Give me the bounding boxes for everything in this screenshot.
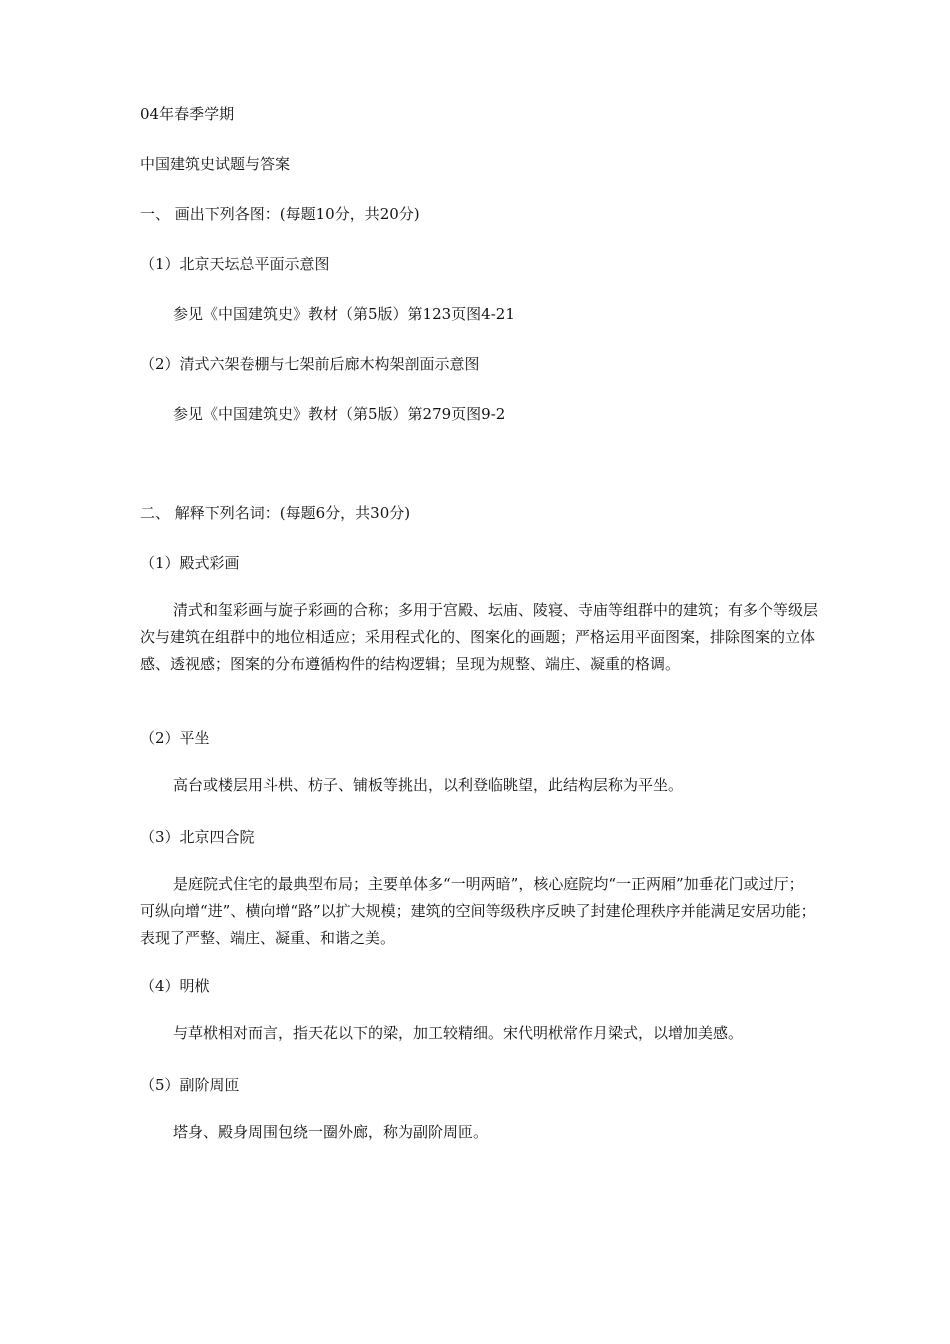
- term-heading: （1）殿式彩画: [140, 554, 240, 572]
- term-heading: （4）明栿: [140, 977, 210, 995]
- term-label: 04年春季学期: [140, 105, 235, 123]
- term-definition: 与草栿相对而言，指天花以下的梁，加工较精细。宋代明栿常作月梁式，以增加美感。: [173, 1024, 744, 1042]
- term-heading: （2）平坐: [140, 729, 210, 747]
- term-heading: （3）北京四合院: [140, 828, 255, 846]
- answer-text: 参见《中国建筑史》教材（第5版）第279页图9-2: [173, 405, 506, 423]
- term-definition: 清式和玺彩画与旋子彩画的合称；多用于宫殿、坛庙、陵寝、寺庙等组群中的建筑；有多个等级层次与建筑在组群中的地位相适应；采用程式化的、图案化的画题；严格运用平面图案，排除图案的立体感、透视感；图案的分布遵循构件的结构逻辑；呈现为规整、端庄、凝重的格调。: [140, 601, 819, 673]
- term-heading: （5）副阶周匝: [140, 1076, 240, 1094]
- section-heading-drawings: 一、 画出下列各图：(每题10分，共20分): [140, 205, 420, 223]
- document-title: 中国建筑史试题与答案: [140, 155, 291, 173]
- question-label: （1）北京天坛总平面示意图: [140, 255, 330, 273]
- term-definition: 高台或楼层用斗栱、枋子、铺板等挑出，以利登临眺望，此结构层称为平坐。: [173, 776, 684, 794]
- answer-text: 参见《中国建筑史》教材（第5版）第123页图4-21: [173, 305, 515, 323]
- term-definition: 是庭院式住宅的最典型布局；主要单体多“一明两暗”，核心庭院均“一正两厢”加垂花门或过厅；可纵向增“进”、横向增“路”以扩大规模；建筑的空间等级秩序反映了封建伦理秩序并能满足安居功能；表现了严整、端庄、凝重、和谐之美。: [140, 875, 816, 947]
- question-label: （2）清式六架卷棚与七架前后廊木构架剖面示意图: [140, 355, 480, 373]
- section-heading-terms: 二、 解释下列名词：(每题6分，共30分): [140, 504, 411, 522]
- term-definition: 塔身、殿身周围包绕一圈外廊，称为副阶周匝。: [173, 1123, 489, 1141]
